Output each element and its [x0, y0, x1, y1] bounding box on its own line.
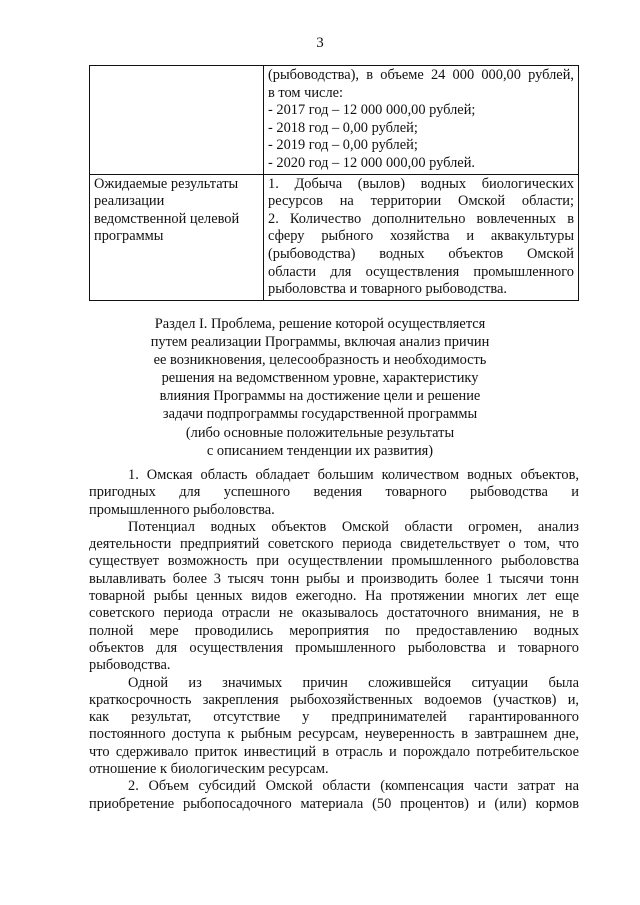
text-line: постоянного доступа к рыбным ресурсам, неуверенность в завтрашнем дне, [89, 726, 579, 743]
text-line: промышленного рыболовства. [89, 501, 275, 518]
program-passport-table [89, 65, 579, 301]
cell-line: (рыбоводства), в объеме 24 000 000,00 рублей, [268, 67, 574, 83]
text-line: товарной рыбы ценных видов ежегодно. На протяжении многих лет еще [89, 588, 579, 605]
cell-line: в том числе: [268, 84, 344, 101]
paragraph-1 [89, 467, 579, 519]
paragraph-4 [89, 778, 579, 813]
body-text [89, 467, 579, 813]
table-cell-label [90, 174, 264, 300]
cell-line: - 2019 год – 0,00 рублей; [268, 137, 418, 154]
cell-line: 2. Количество дополнительно вовлеченных в [268, 210, 574, 227]
table-cell-funding [264, 66, 579, 175]
cell-line: 1. Добыча (вылов) водных биологических [268, 175, 574, 192]
heading-line: путем реализации Программы, включая анализ причин [150, 334, 490, 351]
table-cell-label [90, 66, 264, 175]
page-number: 3 [316, 35, 324, 51]
text-line: Потенциал водных объектов Омской области огромен, анализ [128, 518, 579, 535]
text-line: приобретение рыбопосадочного материала (50 процентов) и (или) кормов [89, 795, 579, 812]
heading-line: с описанием тенденции их развития) [206, 442, 434, 459]
heading-line: (либо основные положительные результаты [185, 424, 455, 441]
label-line: программы [94, 228, 164, 245]
table-row [90, 66, 579, 175]
heading-line: решения на ведомственном уровне, характеристику [161, 370, 479, 387]
heading-line: Раздел I. Проблема, решение которой осуществляется [154, 316, 486, 332]
text-line: вылавливать более 3 тысяч тонн рыбы и производить более 1 тысячи тонн [89, 570, 579, 587]
cell-line: ресурсов на территории Омской области; [268, 193, 574, 210]
cell-line: - 2018 год – 0,00 рублей; [268, 119, 418, 136]
text-line: пригодных для успешного ведения товарного рыбоводства и [89, 484, 579, 501]
text-line: 2. Объем субсидий Омской области (компенсация части затрат на [128, 778, 579, 795]
cell-line: области для осуществления промышленного [268, 263, 574, 280]
text-line: краткосрочность закрепления рыбохозяйственных водоемов (участков) и, [89, 691, 579, 708]
text-line: что сдерживало приток инвестиций в отрасль и порождало потребительское [89, 743, 579, 760]
text-line: Одной из значимых причин сложившейся ситуации была [128, 674, 579, 691]
text-line: существует возможность при осуществлении промышленного рыболовства [89, 553, 579, 570]
cell-line: - 2017 год – 12 000 000,00 рублей; [268, 102, 476, 119]
table-cell-results [264, 174, 579, 300]
heading-line: влияния Программы на достижение цели и решение [159, 388, 481, 405]
cell-line: - 2020 год – 12 000 000,00 рублей. [268, 154, 475, 171]
text-line: 1. Омская область обладает большим количеством водных объектов, [128, 467, 579, 483]
text-line: как результат, отсутствие у предпринимателей гарантированного [89, 709, 579, 726]
heading-line: задачи подпрограммы государственной программы [162, 406, 478, 423]
text-line: объектов для осуществления промышленного рыболовства и товарного [89, 639, 579, 656]
heading-line: ее возникновения, целесообразность и необходимость [153, 352, 487, 369]
text-line: советского периода отрасли не оказывалось достаточного внимания, не в [89, 605, 579, 622]
paragraph-3 [89, 675, 579, 779]
section-heading [0, 315, 640, 460]
text-line: отношение к биологическим ресурсам. [89, 761, 329, 778]
label-line: реализации [94, 193, 165, 210]
text-line: полной мере проводились мероприятия по предоставлению водных [89, 622, 579, 639]
paragraph-2 [89, 519, 579, 675]
text-line: рыбоводства. [89, 657, 171, 674]
cell-line: (рыбоводства) водных объектов Омской [268, 245, 574, 262]
table-row [90, 174, 579, 300]
label-line: ведомственной целевой [94, 210, 240, 227]
cell-line: сферу рыбного хозяйства и аквакультуры [268, 228, 574, 245]
cell-line: рыболовства и товарного рыбоводства. [268, 281, 508, 298]
label-line: Ожидаемые результаты [94, 175, 239, 192]
text-line: деятельности предприятий советского периода свидетельствует о том, что [89, 536, 579, 553]
